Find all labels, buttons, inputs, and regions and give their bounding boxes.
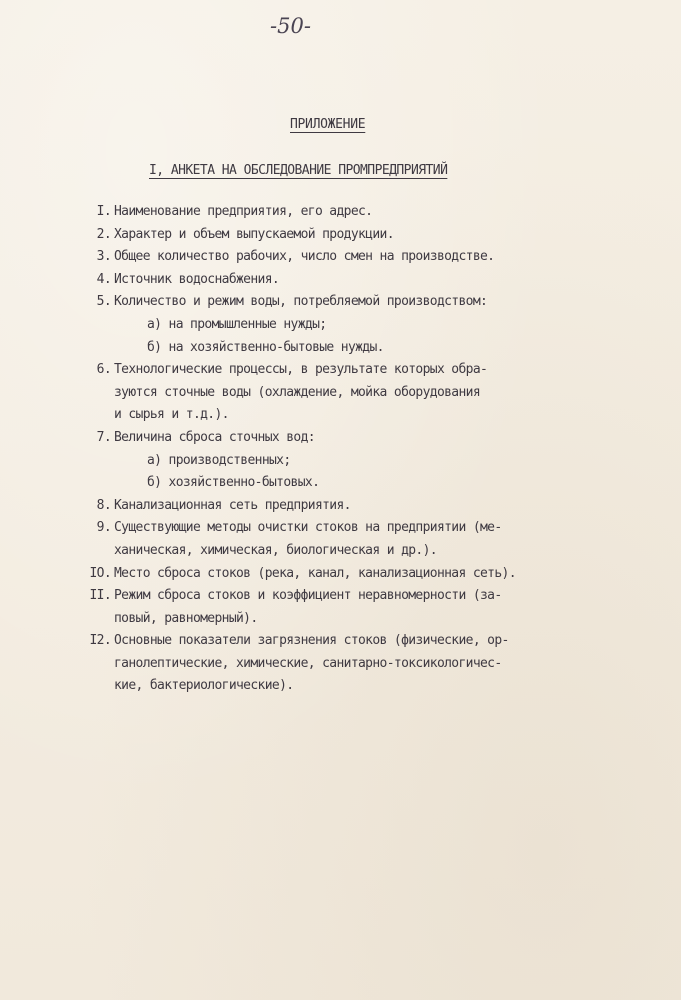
item-text-continuation: повый, равномерный). bbox=[114, 610, 258, 626]
question-item-6 bbox=[80, 359, 640, 427]
question-item-11 bbox=[80, 585, 640, 630]
item-number: I. bbox=[96, 204, 111, 219]
question-item-8 bbox=[80, 495, 640, 518]
item-text-continuation: ганолептические, химические, санитарно-токсикологичес- bbox=[114, 655, 502, 671]
item-text-continuation: и сырья и т.д.). bbox=[114, 407, 229, 423]
item-text: Общее количество рабочих, число смен на производстве. bbox=[114, 249, 495, 265]
item-text: Количество и режим воды, потребляемой производством: bbox=[114, 294, 488, 310]
question-item-10 bbox=[80, 563, 640, 586]
appendix-title: ПРИЛОЖЕНИЕ bbox=[290, 117, 366, 132]
sub-item: а) на промышленные нужды; bbox=[147, 316, 327, 332]
item-number: 2. bbox=[96, 226, 111, 242]
questionnaire-list bbox=[80, 201, 640, 698]
item-text: Канализационная сеть предприятия. bbox=[114, 497, 351, 513]
item-text: Наименование предприятия, его адрес. bbox=[114, 204, 373, 219]
item-number: 4. bbox=[96, 271, 111, 287]
item-text-continuation: кие, бактериологические). bbox=[114, 678, 294, 694]
question-item-1 bbox=[80, 201, 640, 224]
item-text: Технологические процессы, в результате которых обра- bbox=[114, 362, 488, 378]
item-number: 6. bbox=[96, 362, 111, 378]
page-number: -50- bbox=[270, 14, 311, 38]
sub-item: б) на хозяйственно-бытовые нужды. bbox=[147, 339, 384, 355]
item-number: IO. bbox=[89, 565, 111, 581]
item-number: I2. bbox=[89, 633, 111, 649]
item-text: Источник водоснабжения. bbox=[114, 271, 280, 287]
sub-item: а) производственных; bbox=[147, 452, 291, 468]
item-text: Режим сброса стоков и коэффициент неравномерности (за- bbox=[114, 588, 502, 604]
item-text-continuation: ханическая, химическая, биологическая и др.). bbox=[114, 542, 437, 558]
item-text: Существующие методы очистки стоков на предприятии (ме- bbox=[114, 520, 502, 536]
item-text: Основные показатели загрязнения стоков (физические, ор- bbox=[114, 633, 509, 649]
item-text: Место сброса стоков (река, канал, канализационная сеть). bbox=[114, 565, 516, 581]
question-item-3 bbox=[80, 246, 640, 269]
question-item-5 bbox=[80, 291, 640, 359]
item-text-continuation: зуются сточные воды (охлаждение, мойка оборудования bbox=[114, 384, 481, 400]
item-number: 5. bbox=[96, 294, 111, 310]
section-title: I, АНКЕТА НА ОБСЛЕДОВАНИЕ ПРОМПРЕДПРИЯТИЙ bbox=[149, 163, 448, 178]
question-item-2 bbox=[80, 224, 640, 247]
question-item-4 bbox=[80, 269, 640, 292]
item-number: 3. bbox=[96, 249, 111, 265]
sub-item: б) хозяйственно-бытовых. bbox=[147, 475, 320, 491]
question-item-12 bbox=[80, 630, 640, 698]
item-text: Величина сброса сточных вод: bbox=[114, 429, 315, 445]
item-number: 9. bbox=[96, 520, 111, 536]
item-number: II. bbox=[89, 588, 111, 604]
question-item-7 bbox=[80, 427, 640, 495]
item-number: 7. bbox=[96, 429, 111, 445]
question-item-9 bbox=[80, 517, 640, 562]
item-text: Характер и объем выпускаемой продукции. bbox=[114, 226, 394, 242]
item-number: 8. bbox=[96, 497, 111, 513]
